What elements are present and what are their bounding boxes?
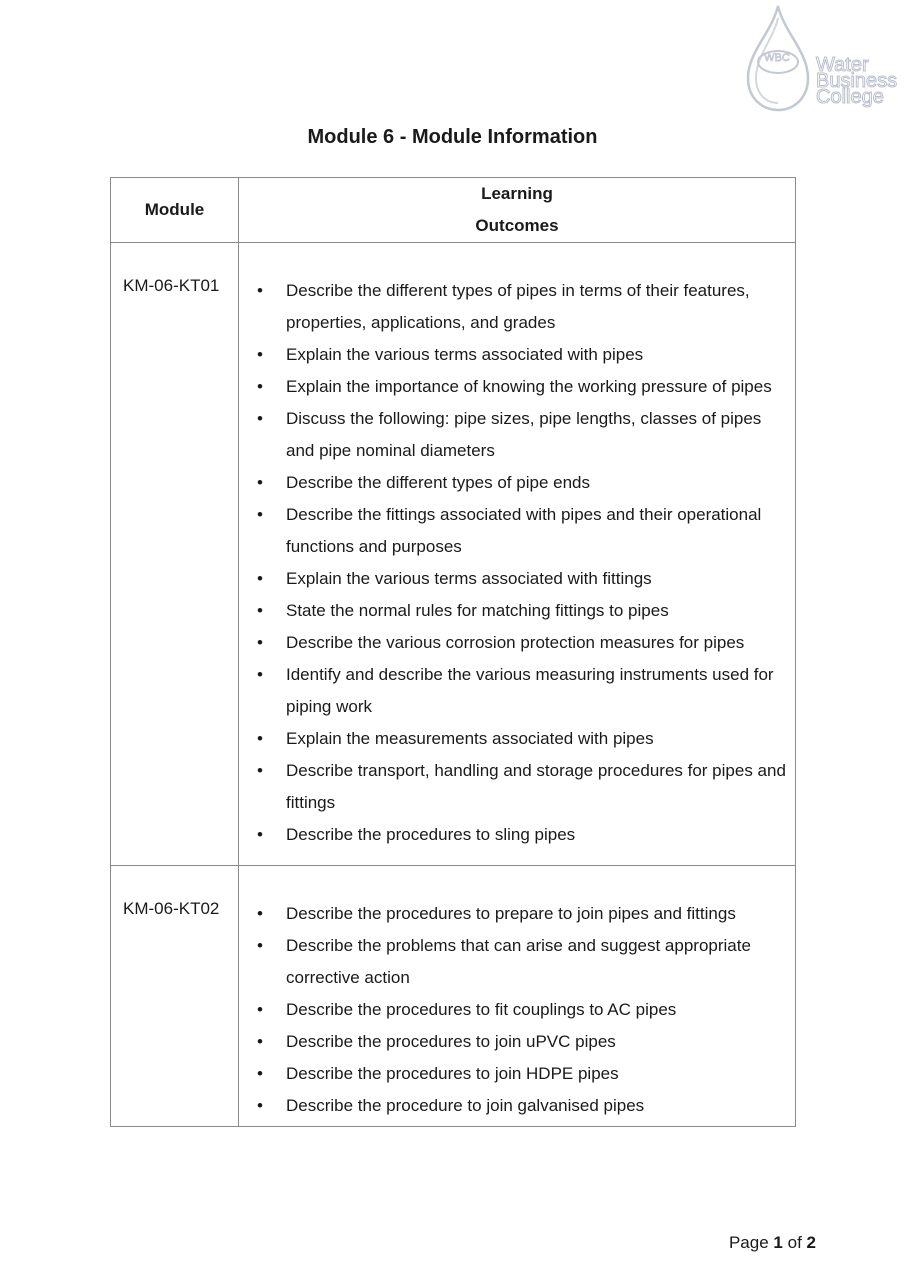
list-item: • Explain the importance of knowing the working pressure of pipes (257, 371, 789, 403)
list-item: • State the normal rules for matching fittings to pipes (257, 595, 789, 627)
logo-line-water: Water (816, 54, 869, 76)
list-item: • Discuss the following: pipe sizes, pipe lengths, classes of pipes and pipe nominal diameters (257, 403, 789, 467)
list-item: • Describe the different types of pipe ends (257, 467, 789, 499)
list-item: • Identify and describe the various measuring instruments used for piping work (257, 659, 789, 723)
page-number (729, 1233, 816, 1253)
outcomes-list (257, 275, 789, 851)
total-pages: 2 (806, 1233, 816, 1252)
header-outcomes-line1: Learning (481, 184, 553, 203)
logo-line-college: College (816, 86, 884, 108)
outcomes-cell (239, 866, 796, 1127)
list-item: • Describe the procedure to join galvanised pipes (257, 1090, 789, 1122)
header-module: Module (111, 178, 239, 243)
list-item: • Describe the procedures to fit couplings to AC pipes (257, 994, 789, 1026)
list-item: • Describe the procedures to join HDPE pipes (257, 1058, 789, 1090)
list-item: • Describe the fittings associated with pipes and their operational functions and purposes (257, 499, 789, 563)
list-item: • Describe transport, handling and storage procedures for pipes and fittings (257, 755, 789, 819)
logo-mark-text: WBC (764, 52, 790, 64)
water-business-college-logo (742, 2, 902, 114)
list-item: • Describe the various corrosion protection measures for pipes (257, 627, 789, 659)
page-title: Module 6 - Module Information (307, 126, 598, 148)
header-learning-outcomes (239, 178, 796, 243)
table-row (111, 866, 796, 1127)
list-item: • Describe the procedures to sling pipes (257, 819, 789, 851)
logo-line-business: Business (816, 70, 898, 92)
module-information-table (110, 177, 796, 1127)
of-label: of (787, 1233, 802, 1252)
page-label: Page (728, 1233, 769, 1252)
list-item: • Describe the procedures to prepare to join pipes and fittings (257, 898, 789, 930)
current-page: 1 (773, 1233, 783, 1252)
outcomes-cell (239, 243, 796, 866)
list-item: • Explain the measurements associated with pipes (257, 723, 789, 755)
module-code: KM-06-KT02 (111, 866, 239, 1127)
list-item: • Explain the various terms associated with pipes (257, 339, 789, 371)
outcomes-list (257, 898, 789, 1122)
list-item: • Describe the problems that can arise and suggest appropriate corrective action (257, 930, 789, 994)
table-row (111, 243, 796, 866)
header-outcomes-line2: Outcomes (475, 216, 559, 235)
module-code: KM-06-KT01 (111, 243, 239, 866)
table-header-row (111, 178, 796, 243)
list-item: • Explain the various terms associated with fittings (257, 563, 789, 595)
list-item: • Describe the procedures to join uPVC pipes (257, 1026, 789, 1058)
list-item: • Describe the different types of pipes in terms of their features, properties, applications, and grades (257, 275, 789, 339)
